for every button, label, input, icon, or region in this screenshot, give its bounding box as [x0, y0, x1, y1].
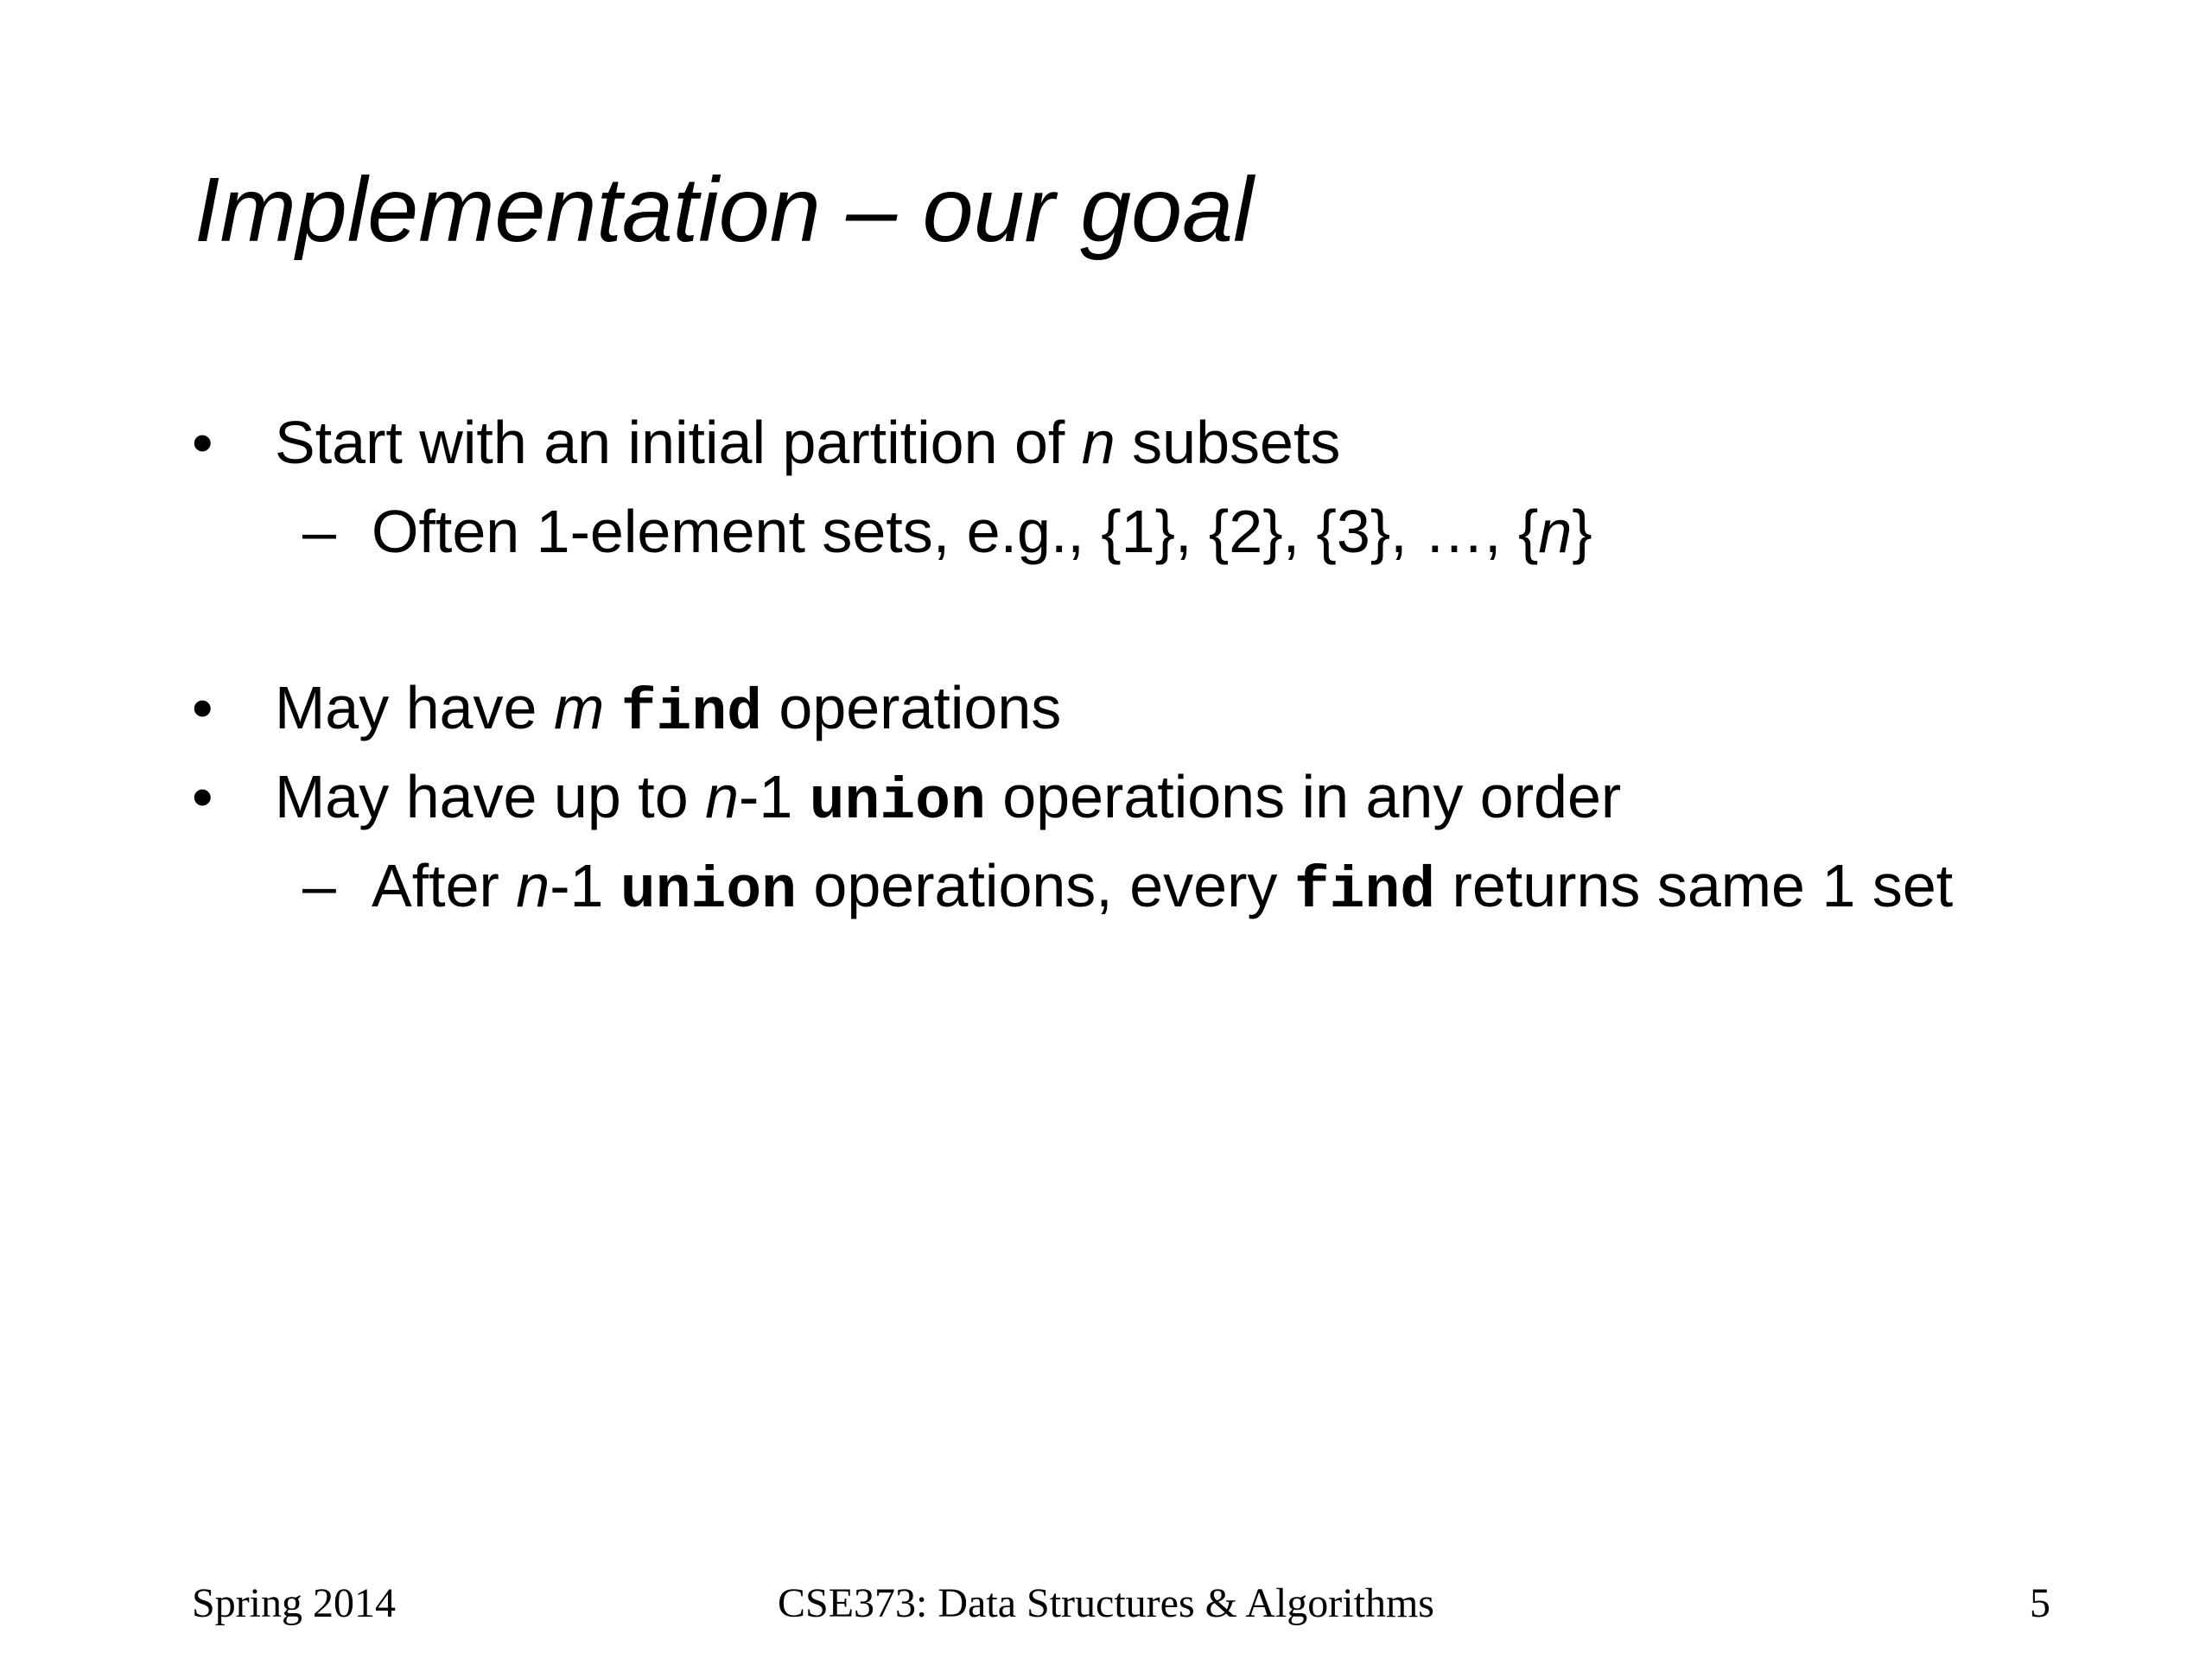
code-union: union — [620, 858, 797, 925]
text-run: Often 1-element sets, e.g., {1}, {2}, {3}, …, { — [372, 498, 1539, 565]
subbullet-text — [372, 495, 1592, 568]
code-find: find — [620, 680, 762, 747]
text-run: -1 — [550, 852, 620, 919]
slide-title: Implementation – our goal — [194, 159, 1254, 261]
footer-page-number: 5 — [2030, 1580, 2050, 1626]
bullet-text — [275, 671, 1061, 749]
italic-variable: n — [705, 763, 740, 830]
bullet-marker: • — [192, 409, 213, 476]
footer-term: Spring 2014 — [192, 1580, 397, 1626]
bullet-text — [275, 406, 1340, 479]
code-find: find — [1294, 858, 1436, 925]
text-run: operations — [761, 674, 1062, 741]
text-run: After — [372, 852, 517, 919]
text-run: subsets — [1115, 409, 1341, 476]
text-run — [604, 674, 620, 741]
subbullet-text — [372, 849, 1953, 927]
text-run: May have up to — [275, 763, 706, 830]
text-run: operations in any order — [985, 763, 1622, 830]
text-run: returns same 1 set — [1435, 852, 1954, 919]
subbullet-marker: – — [302, 852, 336, 919]
footer-course: CSE373: Data Structures & Algorithms — [778, 1580, 1434, 1626]
italic-variable: n — [516, 852, 550, 919]
text-run: -1 — [739, 763, 810, 830]
bullet-marker: • — [192, 674, 213, 741]
bullet-text — [275, 760, 1621, 838]
code-union: union — [809, 769, 986, 836]
bullet-marker: • — [192, 763, 213, 830]
italic-variable: n — [1538, 498, 1573, 565]
text-run: } — [1572, 498, 1592, 565]
italic-variable: m — [553, 674, 605, 741]
text-run: Start with an initial partition of — [275, 409, 1082, 476]
text-run: operations, every — [796, 852, 1294, 919]
text-run: May have — [275, 674, 554, 741]
subbullet-marker: – — [302, 498, 336, 565]
italic-variable: n — [1081, 409, 1116, 476]
